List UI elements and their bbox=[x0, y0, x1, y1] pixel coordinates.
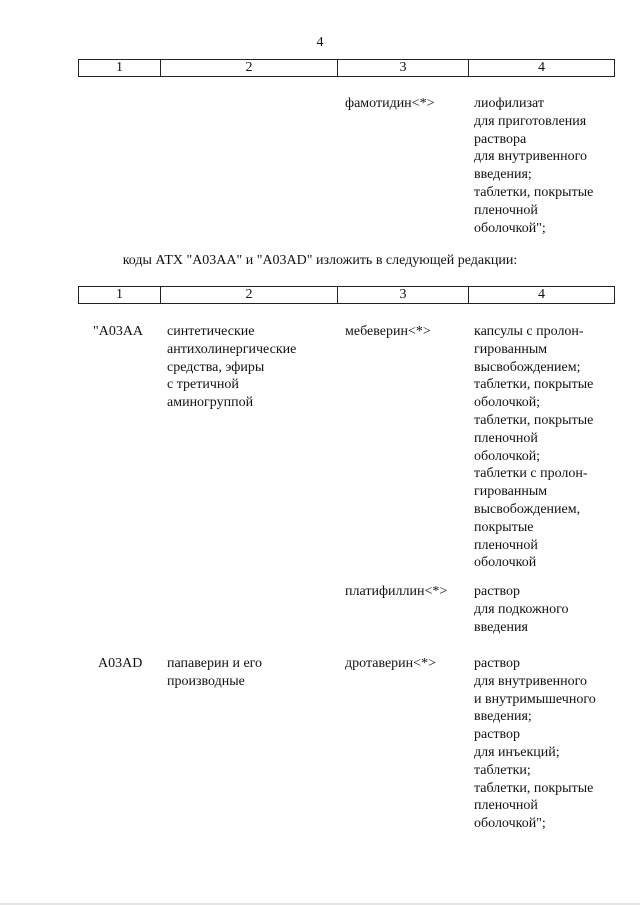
drug-mebeverine: мебеверин<*> bbox=[345, 324, 431, 339]
table1-dosage-forms: лиофилизат для приготовления раствора для внутривенного введения; таблетки, покрытые пленочной оболочкой"; bbox=[474, 96, 594, 236]
table1-header-col1: 1 bbox=[116, 60, 123, 75]
table1-header-row bbox=[78, 59, 615, 77]
atc-group-name-a03ad: папаверин и его производные bbox=[167, 656, 263, 689]
table2-header-row bbox=[78, 286, 615, 304]
drug-platyphylline: платифиллин<*> bbox=[345, 584, 448, 599]
table2-header-col2: 2 bbox=[245, 287, 253, 302]
page-number: 4 bbox=[316, 35, 324, 50]
table2-header-col4: 4 bbox=[538, 287, 545, 302]
dosage-forms-mebeverine: капсулы с пролон- гированным высвобождением; таблетки, покрытые оболочкой; таблетки, покрытые пленочной оболочкой; таблетки с пролон- гированным высвобождением, покрытые пленочной оболочкой bbox=[474, 324, 594, 571]
table1-header-col3: 3 bbox=[399, 60, 407, 75]
dosage-forms-drotaverine: раствор для внутривенного и внутримышечного введения; раствор для инъекций; таблетки; таблетки, покрытые пленочной оболочкой"; bbox=[474, 656, 596, 832]
table2-header-col1: 1 bbox=[116, 287, 123, 302]
table2-header-col3: 3 bbox=[399, 287, 407, 302]
table1-drug: фамотидин<*> bbox=[345, 96, 435, 111]
atc-code-a03aa: "А03АА bbox=[93, 324, 144, 339]
dosage-forms-platyphylline: раствор для подкожного введения bbox=[474, 584, 569, 635]
table1-header-col2: 2 bbox=[245, 60, 253, 75]
drug-drotaverine: дротаверин<*> bbox=[345, 656, 436, 671]
table1-header-col4: 4 bbox=[538, 60, 545, 75]
atc-code-a03ad: A03AD bbox=[98, 656, 143, 671]
amendment-instruction: коды АТХ "А03АА" и "А03AD" изложить в следующей редакции: bbox=[122, 253, 518, 268]
atc-group-name-a03aa: синтетические антихолинергические средства, эфиры с третичной аминогруппой bbox=[167, 324, 297, 411]
